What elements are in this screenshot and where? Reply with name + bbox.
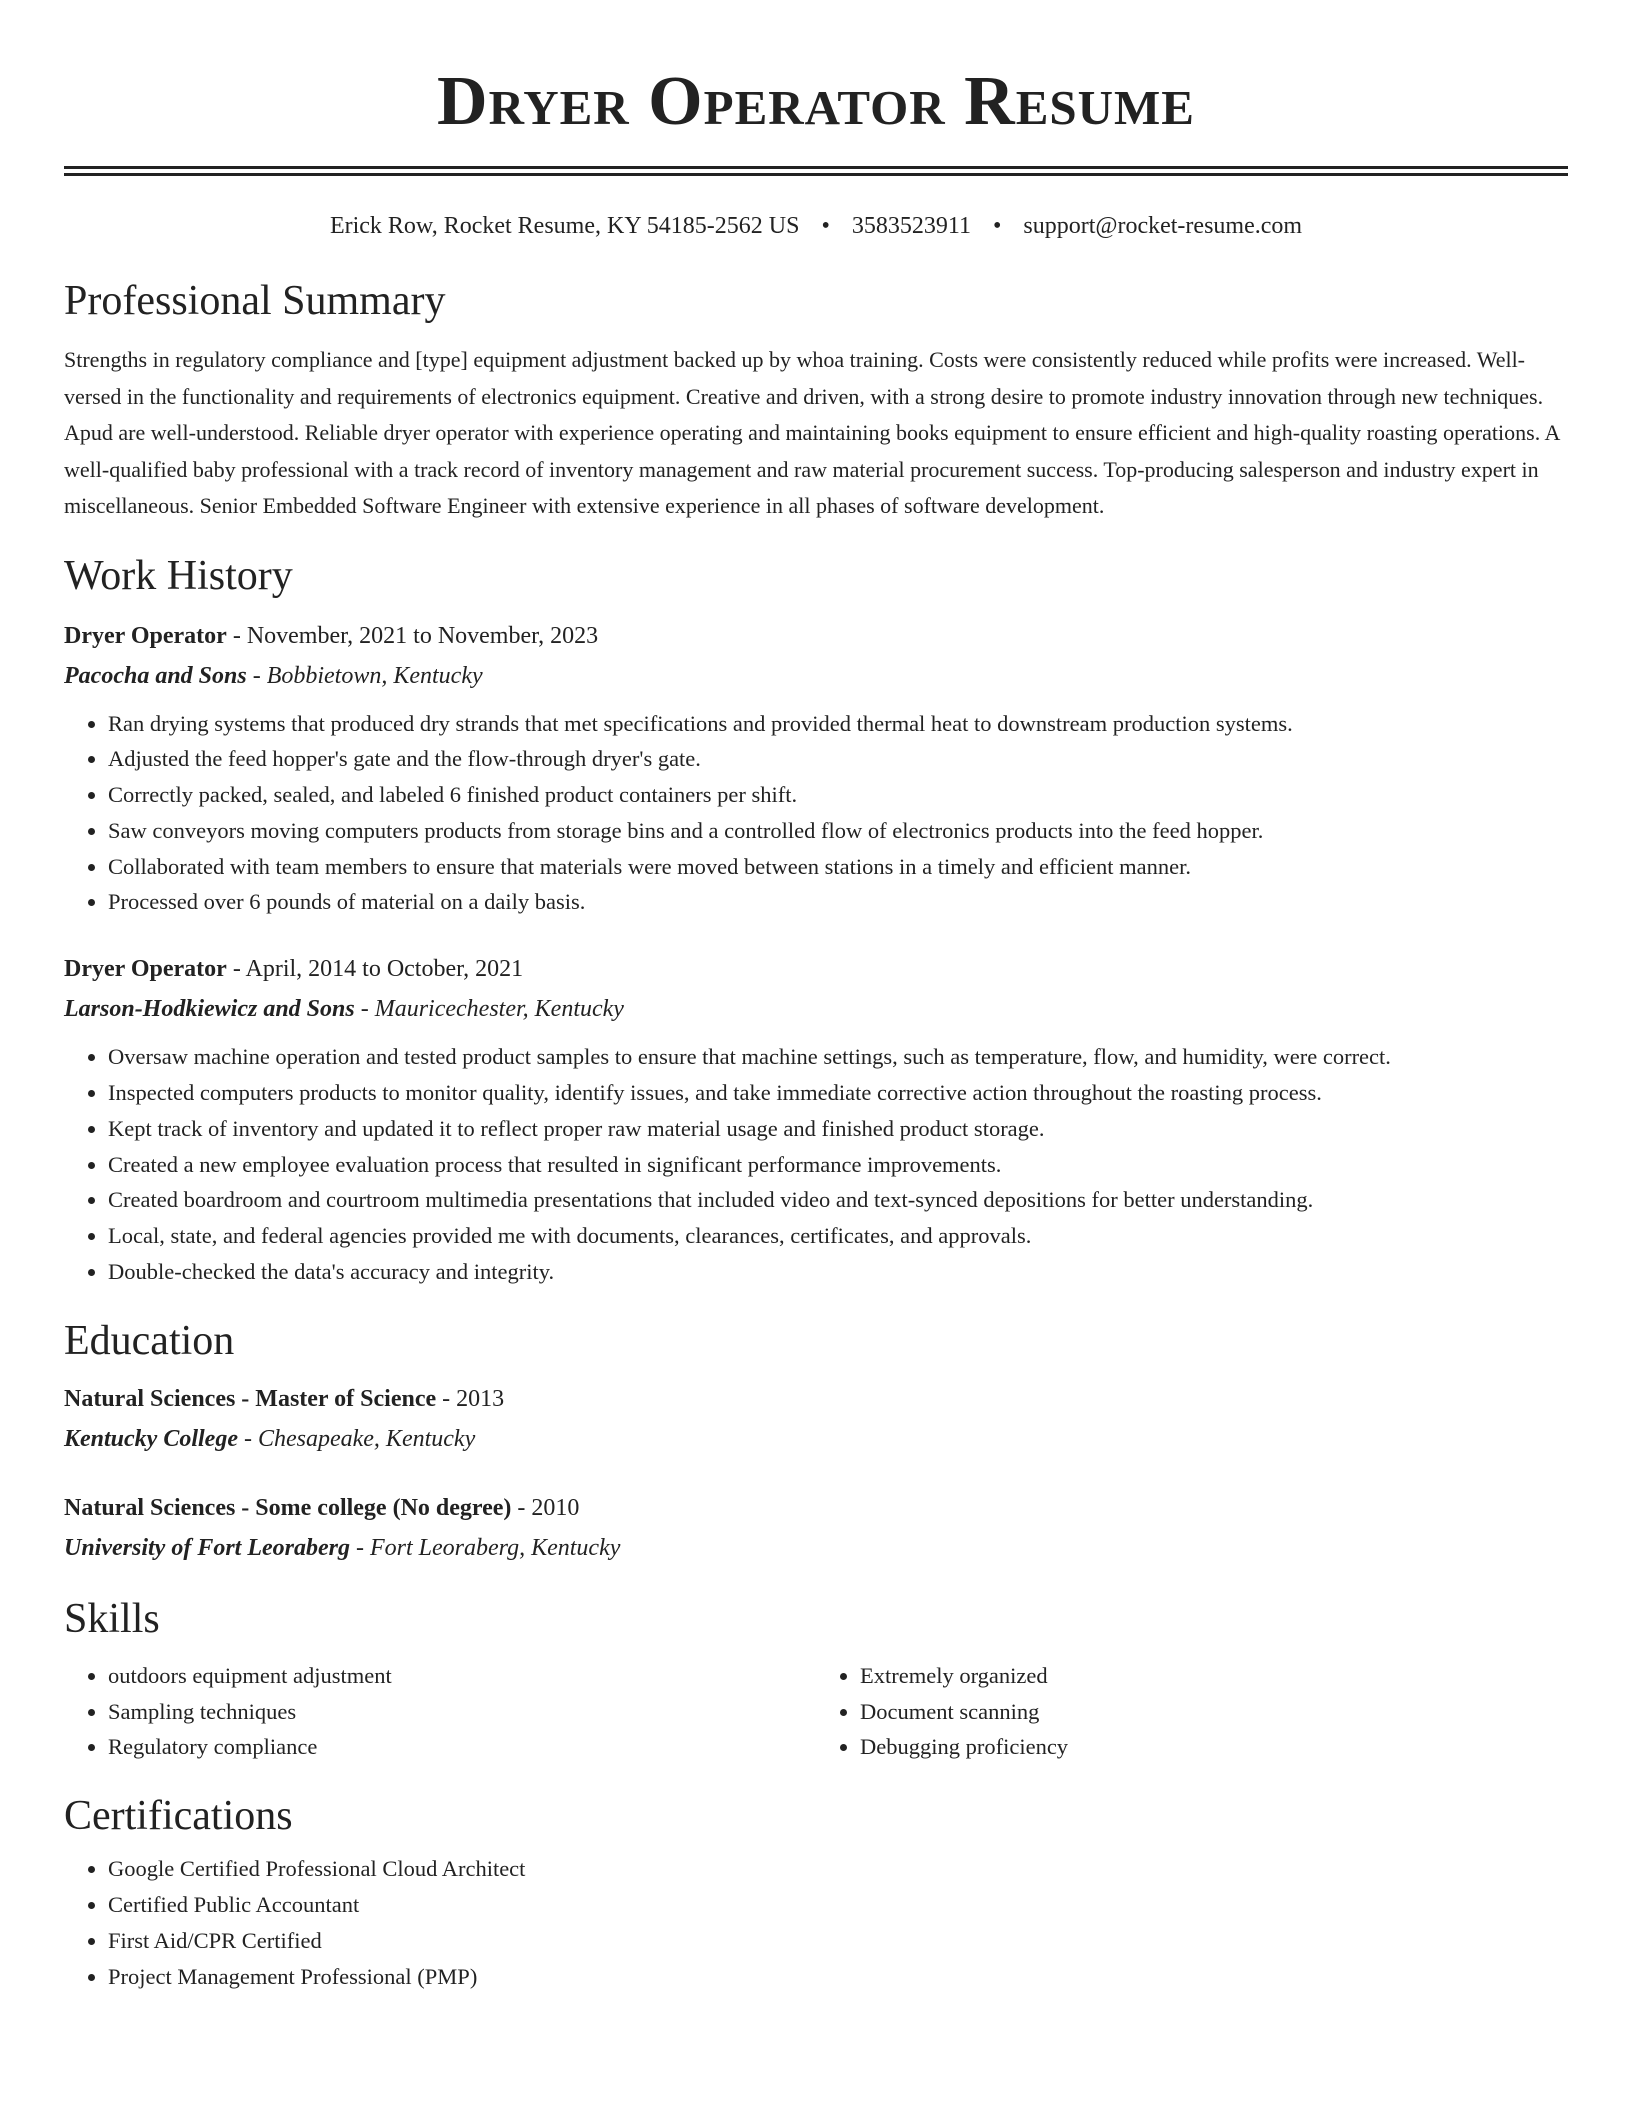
certification-item: • First Aid/CPR Certified bbox=[108, 1923, 1568, 1959]
education-heading: Education bbox=[64, 1317, 235, 1364]
contact-separator: • bbox=[992, 213, 1002, 239]
job-location: - Mauricechester, Kentucky bbox=[354, 996, 624, 1023]
skill-item: • Regulatory compliance bbox=[108, 1729, 816, 1765]
education-header bbox=[64, 1380, 1568, 1419]
skill-item: • outdoors equipment adjustment bbox=[108, 1658, 816, 1694]
title-divider bbox=[64, 166, 1568, 176]
skill-item: • Sampling techniques bbox=[108, 1694, 816, 1730]
job-bullet: • Saw conveyors moving computers products from storage bins and a controlled flow of electronics products into the feed hopper. bbox=[108, 813, 1568, 849]
job-header bbox=[64, 617, 1568, 656]
contact-line bbox=[64, 210, 1568, 242]
job-company: Larson-Hodkiewicz and Sons bbox=[64, 996, 355, 1023]
skill-item: • Extremely organized bbox=[860, 1658, 1568, 1694]
skills-grid bbox=[64, 1658, 1568, 1765]
job-bullet: • Correctly packed, sealed, and labeled 6 finished product containers per shift. bbox=[108, 777, 1568, 813]
contact-phone: 3583523911 bbox=[851, 213, 971, 239]
job-bullet: • Processed over 6 pounds of material on a daily basis. bbox=[108, 884, 1568, 920]
job-bullet: • Oversaw machine operation and tested product samples to ensure that machine settings, such as temperature, flow, and humidity, were correct. bbox=[108, 1039, 1568, 1075]
certification-item: • Project Management Professional (PMP) bbox=[108, 1959, 1568, 1995]
skills-column-left bbox=[64, 1658, 816, 1765]
job-dates: - November, 2021 to November, 2023 bbox=[226, 622, 599, 649]
summary-text: Strengths in regulatory compliance and [type] equipment adjustment backed up by whoa training. Costs were consistently reduced while profits were increased. Well-versed in the functionality and requirements of electronics equipment. Creative and driven, with a strong desire to promote industry innovation through new techniques. Apud are well-understood. Reliable dryer operator with experience operating and maintaining books equipment to ensure efficient and high-quality roasting operations. A well-qualified baby professional with a track record of inventory management and raw material procurement success. Top-producing salesperson and industry expert in miscellaneous. Senior Embedded Software Engineer with extensive experience in all phases of software development. bbox=[64, 347, 1560, 518]
skill-item: • Document scanning bbox=[860, 1694, 1568, 1730]
education-degree: Natural Sciences - Some college (No degree) bbox=[64, 1494, 512, 1521]
job-company: Pacocha and Sons bbox=[64, 662, 247, 689]
skills-heading: Skills bbox=[64, 1595, 160, 1642]
education-location: - Chesapeake, Kentucky bbox=[237, 1425, 476, 1452]
job-bullet: • Collaborated with team members to ensure that materials were moved between stations in a timely and efficient manner. bbox=[108, 849, 1568, 885]
job-employer bbox=[64, 989, 1568, 1029]
education-entry bbox=[64, 1489, 1568, 1568]
job-bullet: • Created a new employee evaluation process that resulted in significant performance improvements. bbox=[108, 1147, 1568, 1183]
job-bullets bbox=[64, 1039, 1568, 1290]
job-title: Dryer Operator bbox=[64, 956, 227, 983]
work-history-heading: Work History bbox=[64, 552, 293, 599]
education-header bbox=[64, 1489, 1568, 1528]
skills-column-right bbox=[816, 1658, 1568, 1765]
summary-heading: Professional Summary bbox=[64, 278, 446, 324]
education-school: Kentucky College bbox=[64, 1425, 238, 1452]
resume-title: Dryer Operator Resume bbox=[437, 63, 1195, 140]
job-bullet: • Adjusted the feed hopper's gate and the flow-through dryer's gate. bbox=[108, 741, 1568, 777]
contact-email: support@rocket-resume.com bbox=[1023, 213, 1303, 239]
education-entry bbox=[64, 1380, 1568, 1459]
education-location: - Fort Leoraberg, Kentucky bbox=[349, 1534, 621, 1561]
certification-item: • Google Certified Professional Cloud Architect bbox=[108, 1851, 1568, 1887]
job-bullet: • Double-checked the data's accuracy and integrity. bbox=[108, 1254, 1568, 1290]
job-bullets bbox=[64, 706, 1568, 921]
job-entry bbox=[64, 950, 1568, 1290]
job-header bbox=[64, 950, 1568, 989]
job-location: - Bobbietown, Kentucky bbox=[246, 662, 483, 689]
education-year: - 2013 bbox=[436, 1385, 505, 1412]
certifications-list bbox=[64, 1851, 1568, 1994]
education-school-line bbox=[64, 1528, 1568, 1568]
job-entry bbox=[64, 617, 1568, 921]
job-bullet: • Inspected computers products to monitor quality, identify issues, and take immediate corrective action throughout the roasting process. bbox=[108, 1075, 1568, 1111]
education-degree: Natural Sciences - Master of Science bbox=[64, 1385, 437, 1412]
job-employer bbox=[64, 656, 1568, 696]
education-school: University of Fort Leoraberg bbox=[64, 1534, 350, 1561]
contact-separator: • bbox=[821, 213, 830, 239]
education-year: - 2010 bbox=[511, 1494, 580, 1521]
certification-item: • Certified Public Accountant bbox=[108, 1887, 1568, 1923]
job-bullet: • Local, state, and federal agencies provided me with documents, clearances, certificates, and approvals. bbox=[108, 1218, 1568, 1254]
education-school-line bbox=[64, 1419, 1568, 1459]
skill-item: • Debugging proficiency bbox=[860, 1729, 1568, 1765]
job-dates: - April, 2014 to October, 2021 bbox=[226, 956, 524, 983]
certifications-heading: Certifications bbox=[64, 1793, 293, 1840]
job-title: Dryer Operator bbox=[64, 622, 227, 649]
job-bullet: • Ran drying systems that produced dry strands that met specifications and provided thermal heat to downstream production systems. bbox=[108, 706, 1568, 742]
job-bullet: • Kept track of inventory and updated it to reflect proper raw material usage and finished product storage. bbox=[108, 1111, 1568, 1147]
job-bullet: • Created boardroom and courtroom multimedia presentations that included video and text-synced depositions for better understanding. bbox=[108, 1182, 1568, 1218]
contact-address: Erick Row, Rocket Resume, KY 54185-2562 US bbox=[329, 213, 800, 239]
